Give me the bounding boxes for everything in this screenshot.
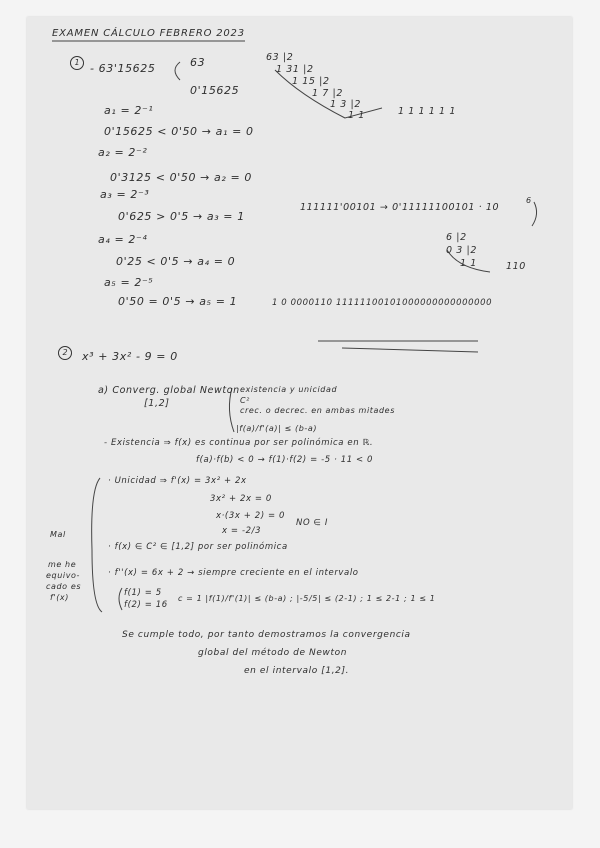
q1-step-5: a₃ = 2⁻³: [100, 188, 150, 201]
q1-integer-part: 63: [190, 56, 206, 69]
condition-2: C²: [240, 396, 250, 405]
div6-line-1: 6 |2: [446, 232, 467, 243]
question-2-number: 2: [58, 346, 72, 360]
exponent: 6: [526, 196, 532, 205]
second-derivative-line: · f''(x) = 6x + 2 → siempre creciente en el intervalo: [108, 568, 359, 578]
condition-3: crec. o decrec. en ambas mitades: [240, 406, 395, 415]
div63-line-3: 1 15 |2: [292, 76, 330, 87]
div63-line-5: 1 3 |2: [330, 99, 361, 110]
q2-part-a-label: a) Converg. global Newton: [98, 385, 240, 396]
div6-line-3: 1 1: [460, 258, 477, 269]
uniqueness-result: NO ∈ I: [296, 518, 328, 528]
uniqueness-line-2: 3x² + 2x = 0: [210, 494, 272, 504]
newton-condition: c = 1 |f(1)/f'(1)| ≤ (b-a) ; |-5/5| ≤ (2-1) ; 1 ≤ 2-1 ; 1 ≤ 1: [178, 594, 436, 603]
f1-value: f(1) = 5: [124, 588, 162, 598]
q1-step-2: 0'15625 < 0'50 → a₁ = 0: [104, 125, 254, 138]
f2-value: f(2) = 16: [124, 600, 168, 610]
q1-step-7: a₄ = 2⁻⁴: [98, 233, 148, 246]
existence-line: - Existencia ⇒ f(x) es continua por ser polinómica en ℝ.: [104, 438, 374, 448]
margin-note-5: f'(x): [50, 593, 69, 602]
q1-step-1: a₁ = 2⁻¹: [104, 104, 154, 117]
margin-note-2: me he: [48, 560, 77, 569]
bin6: 110: [506, 261, 526, 272]
page-title: EXAMEN CÁLCULO FEBRERO 2023: [52, 28, 245, 39]
uniqueness-line-3: x·(3x + 2) = 0: [216, 511, 286, 521]
q1-value: - 63'15625: [90, 62, 156, 75]
condition-1: existencia y unicidad: [240, 385, 338, 394]
div6-line-2: 0 3 |2: [446, 245, 477, 256]
condition-4: |f(a)/f'(a)| ≤ (b-a): [236, 424, 318, 433]
c2-line: · f(x) ∈ C² ∈ [1,2] por ser polinómica: [108, 542, 288, 552]
div63-line-2: 1 31 |2: [276, 64, 314, 75]
margin-note-1: Mal: [50, 530, 66, 539]
uniqueness-line-4: x = -2/3: [222, 526, 262, 536]
q1-frac-part: 0'15625: [190, 84, 240, 97]
q1-step-3: a₂ = 2⁻²: [98, 146, 148, 159]
q2-equation: x³ + 3x² - 9 = 0: [82, 350, 178, 363]
existence-line-2: f(a)·f(b) < 0 → f(1)·f(2) = -5 · 11 < 0: [196, 455, 374, 465]
q1-step-6: 0'625 > 0'5 → a₃ = 1: [118, 210, 245, 223]
margin-note-4: cado es: [46, 582, 82, 591]
normalized: 111111'00101 → 0'11111100101 · 10: [300, 202, 500, 213]
div63-line-6: 1 1: [348, 110, 365, 121]
bin63: 1 1 1 1 1 1: [398, 106, 456, 117]
q1-step-8: 0'25 < 0'5 → a₄ = 0: [116, 255, 236, 268]
div63-line-4: 1 7 |2: [312, 88, 343, 99]
div63-line-1: 63 |2: [266, 52, 294, 63]
q2-interval: [1,2]: [144, 398, 170, 409]
uniqueness-line: · Unicidad ⇒ f'(x) = 3x² + 2x: [108, 476, 247, 486]
q1-step-4: 0'3125 < 0'50 → a₂ = 0: [110, 171, 253, 184]
margin-note-3: equivo-: [46, 571, 81, 580]
conclusion-line-2: global del método de Newton: [198, 648, 348, 658]
conclusion-line-1: Se cumple todo, por tanto demostramos la convergencia: [122, 630, 411, 640]
conclusion-line-3: en el intervalo [1,2].: [244, 666, 350, 676]
ieee-representation: 1 0 0000110 11111100101000000000000000: [272, 298, 493, 308]
question-1-number: 1: [70, 56, 84, 70]
q1-step-9: a₅ = 2⁻⁵: [104, 276, 154, 289]
q1-step-10: 0'50 = 0'5 → a₅ = 1: [118, 295, 238, 308]
